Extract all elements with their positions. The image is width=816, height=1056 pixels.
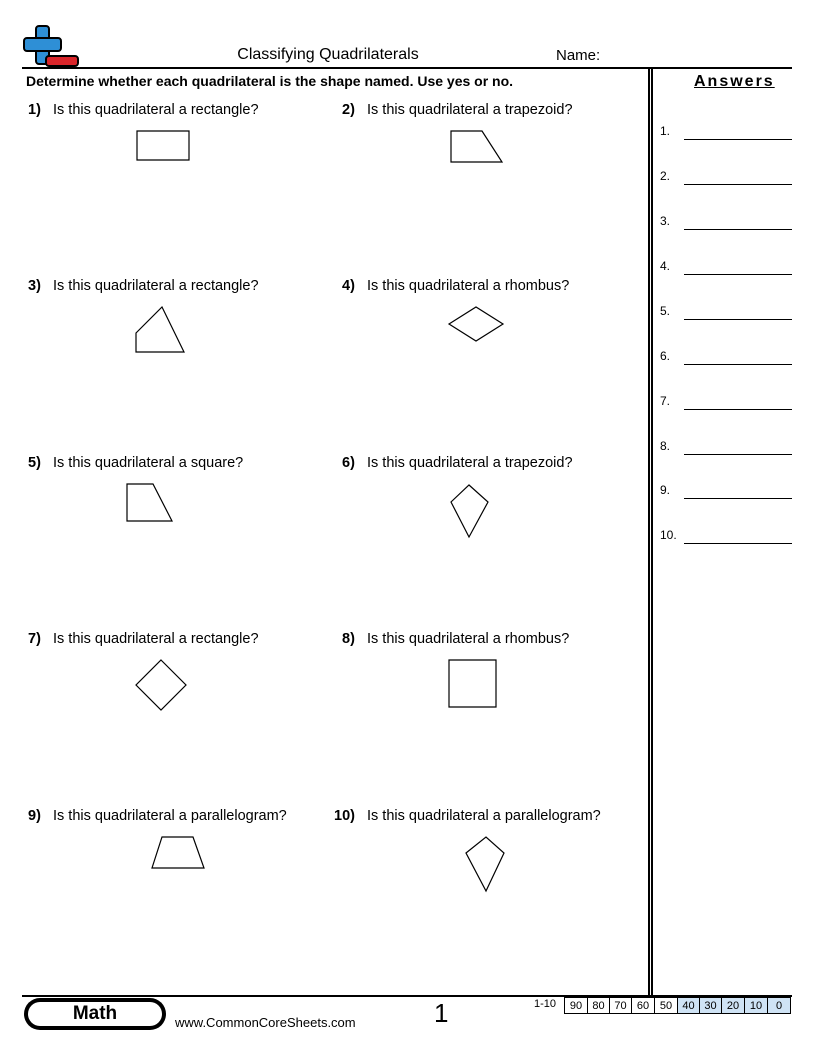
site-url: www.CommonCoreSheets.com (175, 1015, 356, 1030)
question-number: 3) (28, 278, 41, 294)
shape-2-trapezoid (451, 131, 502, 162)
answer-number: 5. (660, 304, 671, 318)
answer-line (684, 274, 792, 275)
answer-row-3 (660, 210, 792, 230)
answer-row-8 (660, 435, 792, 455)
answer-line (684, 409, 792, 410)
shape-7-square (136, 660, 186, 710)
shape-6-kite (451, 485, 488, 537)
answer-row-9 (660, 479, 792, 499)
answer-row-10 (660, 524, 792, 544)
answer-line (684, 184, 792, 185)
answer-number: 7. (660, 394, 671, 408)
answer-row-7 (660, 390, 792, 410)
shape-8-square (449, 660, 496, 707)
answer-number: 4. (660, 259, 671, 273)
answer-row-2 (660, 165, 792, 185)
score-box: 70 (609, 997, 632, 1014)
name-label: Name: (556, 47, 601, 64)
question-text: Is this quadrilateral a parallelogram? (53, 808, 287, 824)
score-box: 0 (767, 997, 791, 1014)
answer-line (684, 364, 792, 365)
question-number: 2) (342, 102, 355, 118)
question-text: Is this quadrilateral a rectangle? (53, 278, 259, 294)
answer-number: 1. (660, 124, 671, 138)
question-text: Is this quadrilateral a trapezoid? (367, 102, 573, 118)
answer-line (684, 319, 792, 320)
shape-1-rectangle (137, 131, 189, 160)
score-box: 20 (721, 997, 745, 1014)
subject-label: Math (28, 1002, 162, 1026)
answer-line (684, 543, 792, 544)
score-box: 50 (654, 997, 678, 1014)
answer-line (684, 139, 792, 140)
page-title: Classifying Quadrilaterals (237, 46, 419, 63)
answer-number: 10. (660, 528, 677, 542)
answer-row-1 (660, 120, 792, 140)
score-box: 90 (564, 997, 588, 1014)
shape-5-trapezoid (127, 484, 172, 521)
question-number: 9) (28, 808, 41, 824)
answer-row-4 (660, 255, 792, 275)
score-box: 80 (587, 997, 610, 1014)
question-text: Is this quadrilateral a square? (53, 455, 244, 471)
shape-10-kite (466, 837, 504, 891)
answer-row-5 (660, 300, 792, 320)
answer-number: 8. (660, 439, 671, 453)
score-box: 60 (631, 997, 655, 1014)
score-range-label: 1-10 (534, 998, 557, 1010)
answer-line (684, 229, 792, 230)
answer-number: 3. (660, 214, 671, 228)
answer-number: 6. (660, 349, 671, 363)
question-number: 8) (342, 631, 355, 647)
question-text: Is this quadrilateral a parallelogram? (367, 808, 601, 824)
question-number: 5) (28, 455, 41, 471)
score-box: 40 (677, 997, 700, 1014)
answer-number: 9. (660, 483, 671, 497)
question-text: Is this quadrilateral a rectangle? (53, 102, 259, 118)
question-text: Is this quadrilateral a trapezoid? (367, 455, 573, 471)
score-box: 10 (744, 997, 768, 1014)
answers-title: Answers (694, 73, 775, 90)
shape-4-rhombus (449, 307, 503, 341)
subject-badge (24, 998, 166, 1030)
answer-line (684, 454, 792, 455)
question-number: 7) (28, 631, 41, 647)
shape-9-trapezoid (152, 837, 204, 868)
question-number: 6) (342, 455, 355, 471)
instructions: Determine whether each quadrilateral is the shape named. Use yes or no. (26, 73, 514, 89)
question-text: Is this quadrilateral a rectangle? (53, 631, 259, 647)
answer-row-6 (660, 345, 792, 365)
answer-number: 2. (660, 169, 671, 183)
question-number: 10) (334, 808, 355, 824)
page-number: 1 (434, 998, 449, 1028)
question-number: 1) (28, 102, 41, 118)
question-text: Is this quadrilateral a rhombus? (367, 278, 570, 294)
answer-line (684, 498, 792, 499)
question-text: Is this quadrilateral a rhombus? (367, 631, 570, 647)
score-box: 30 (699, 997, 722, 1014)
shape-3-quadrilateral (136, 307, 184, 352)
question-number: 4) (342, 278, 355, 294)
